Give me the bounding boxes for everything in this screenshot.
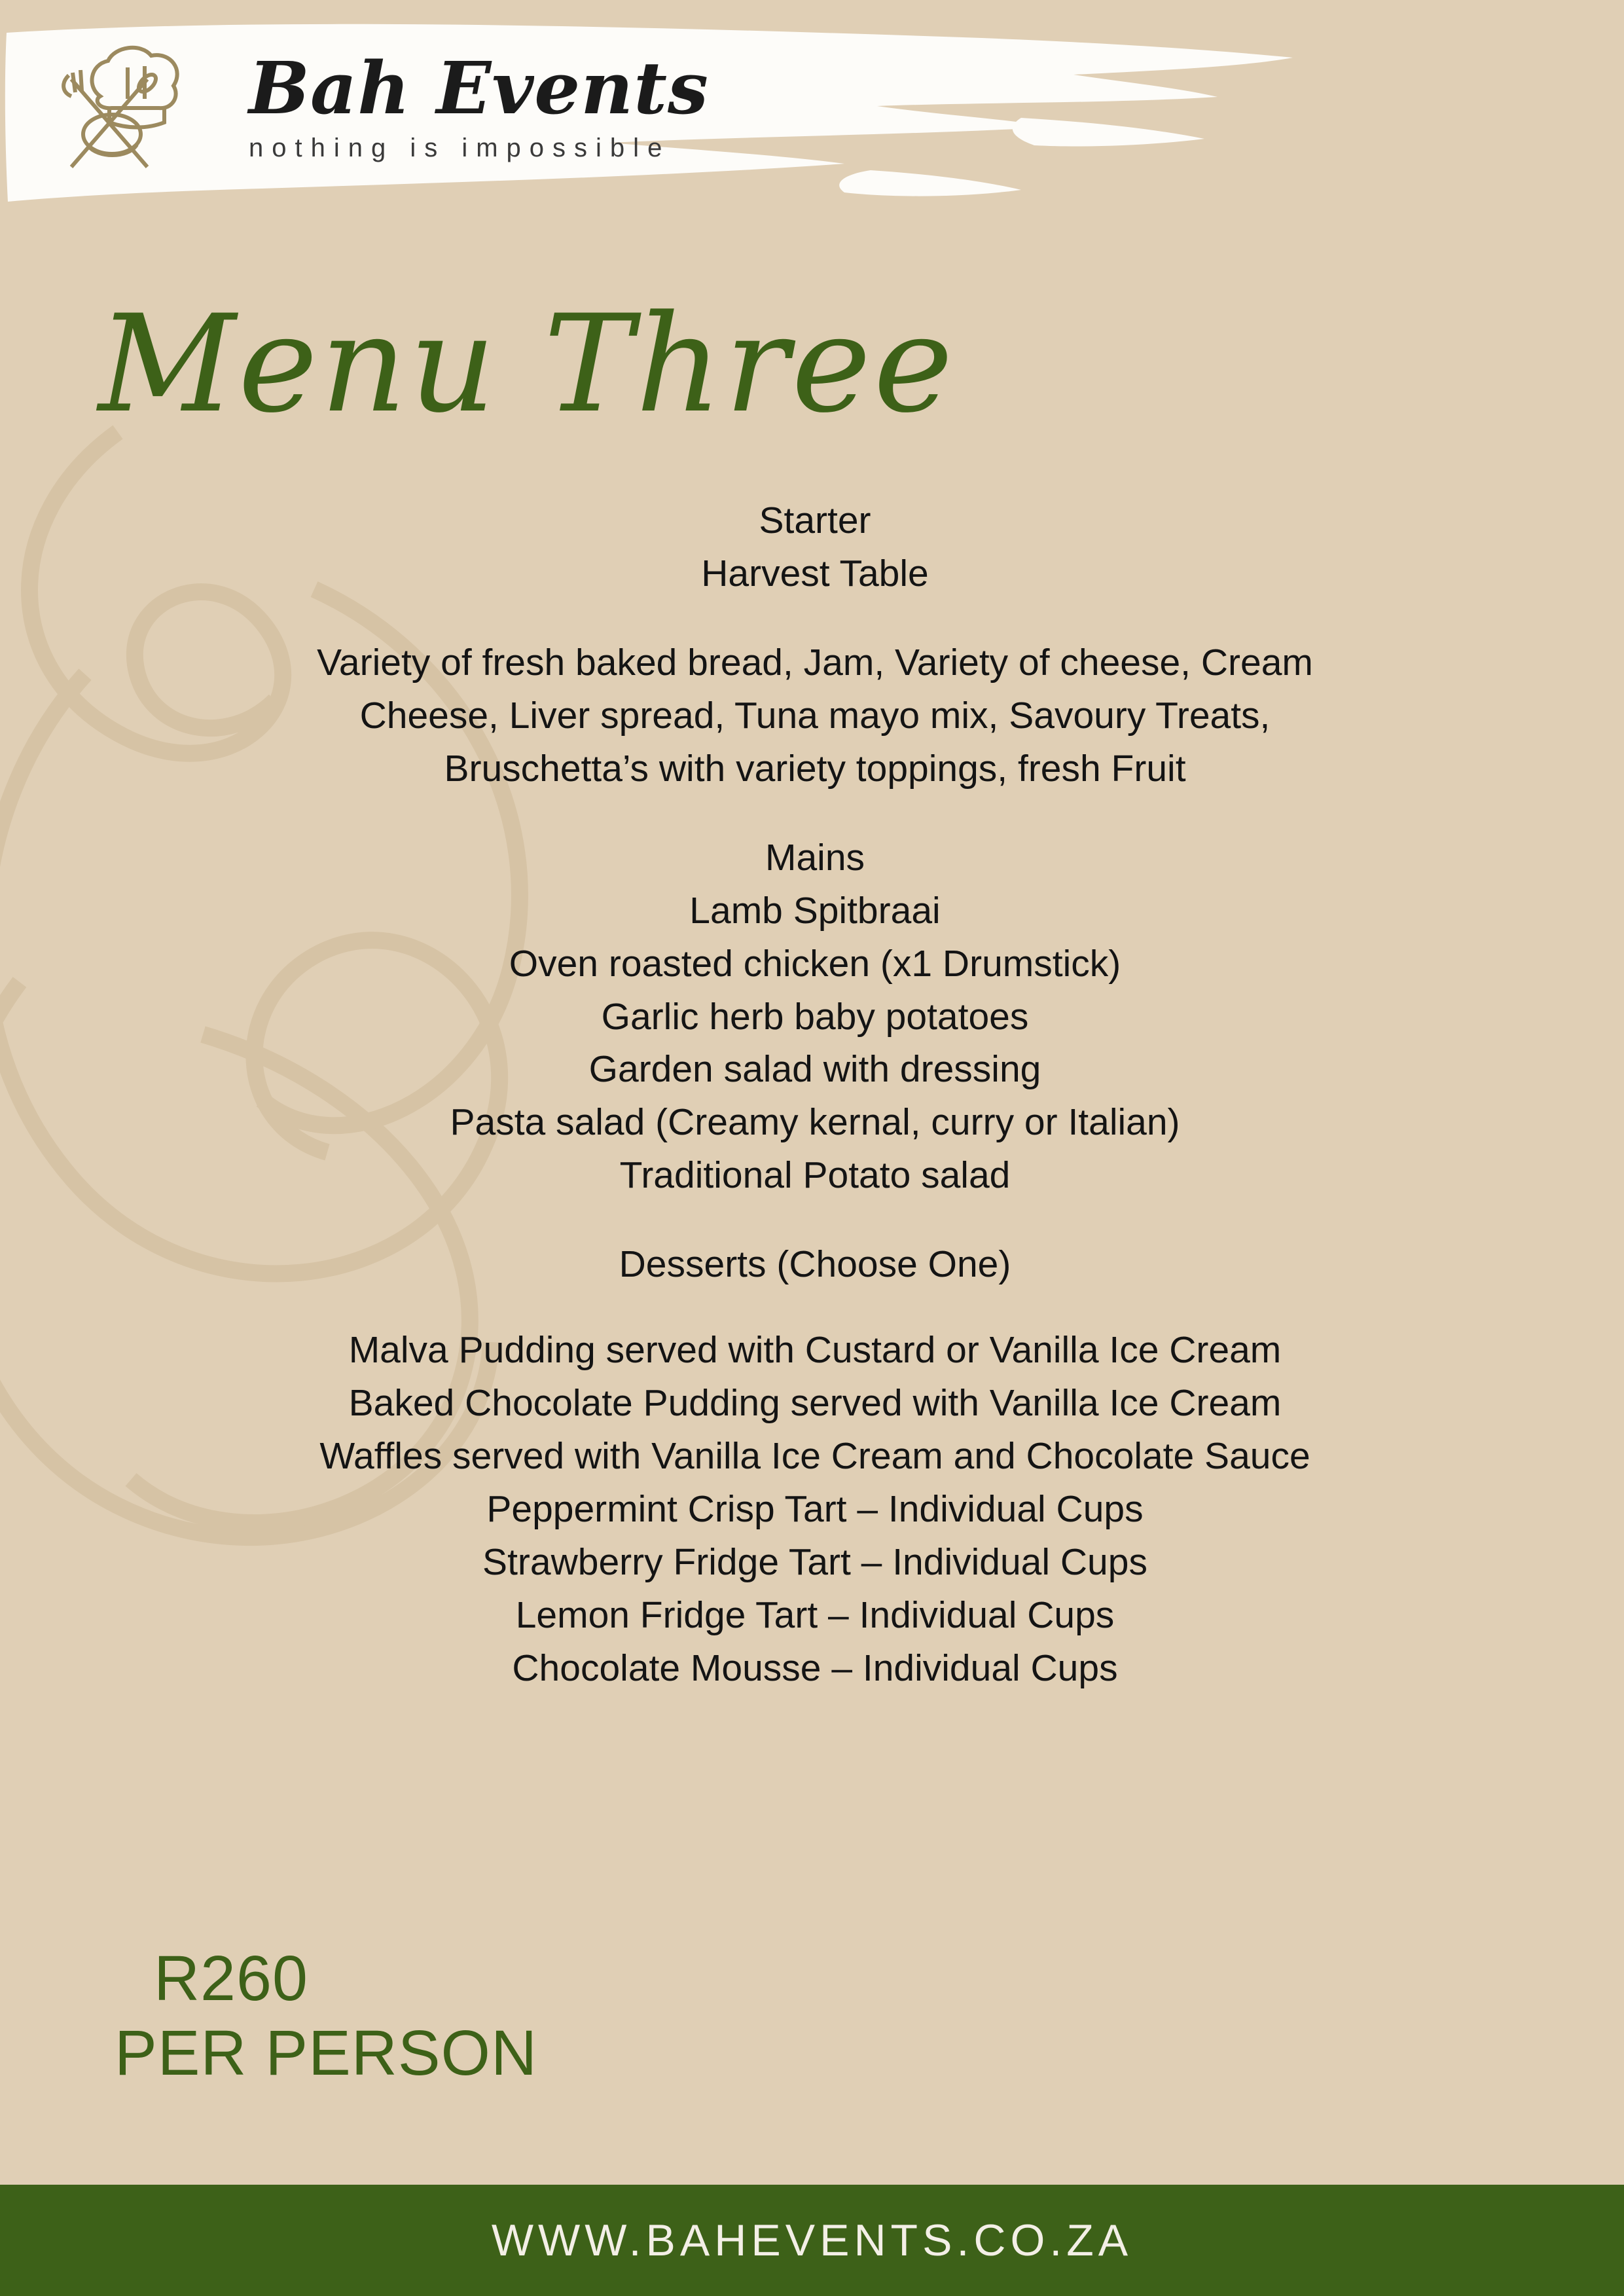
desserts-line: Lemon Fridge Tart – Individual Cups [515,1594,1115,1636]
desserts-line: Chocolate Mousse – Individual Cups [512,1647,1118,1689]
desserts-line: Baked Chocolate Pudding served with Vanilla Ice Cream [348,1382,1282,1425]
mains-line: Lamb Spitbraai [689,889,941,932]
desserts-line: Malva Pudding served with Custard or Vanilla Ice Cream [348,1329,1282,1372]
starter-line: Variety of fresh baked bread, Jam, Variety of cheese, Cream [317,641,1313,683]
desserts-section [85,1238,1545,1695]
chef-hat-with-crossed-utensils-icon [49,36,219,206]
mains-line: Garden salad with dressing [588,1048,1041,1091]
logo-banner [0,7,1322,268]
footer-bar [0,2185,1624,2296]
desserts-line: Waffles served with Vanilla Ice Cream and Chocolate Sauce [319,1435,1310,1478]
starter-line: Bruschetta’s with variety toppings, fresh Fruit [444,747,1186,790]
mains-line: Pasta salad (Creamy kernal, curry or Italian) [450,1101,1180,1144]
price-unit: PER PERSON [115,2017,538,2089]
mains-line: Traditional Potato salad [619,1154,1011,1197]
desserts-line: Peppermint Crisp Tart – Individual Cups [486,1488,1144,1530]
mains-line: Garlic herb baby potatoes [601,995,1029,1038]
price-amount: R260 [154,1942,308,2014]
starter-subheading: Harvest Table [701,552,929,594]
mains-section [85,831,1545,1203]
desserts-line: Strawberry Fridge Tart – Individual Cups [482,1540,1147,1583]
mains-heading: Mains [765,836,865,879]
starter-line: Cheese, Liver spread, Tuna mayo mix, Savoury Treats, [359,694,1271,737]
brand-name: Bah Events [249,46,709,130]
brand-text [249,46,759,163]
brand-tagline: nothing is impossible [249,134,671,162]
price-block [115,1941,537,2091]
page-title: Menu Three [98,287,956,443]
desserts-heading: Desserts (Choose One) [619,1243,1011,1286]
starter-heading: Starter [759,500,871,541]
menu-content [85,494,1545,1695]
mains-line: Oven roasted chicken (x1 Drumstick) [509,942,1121,985]
starter-section [85,494,1545,795]
website-url[interactable]: WWW.BAHEVENTS.CO.ZA [491,2215,1133,2265]
